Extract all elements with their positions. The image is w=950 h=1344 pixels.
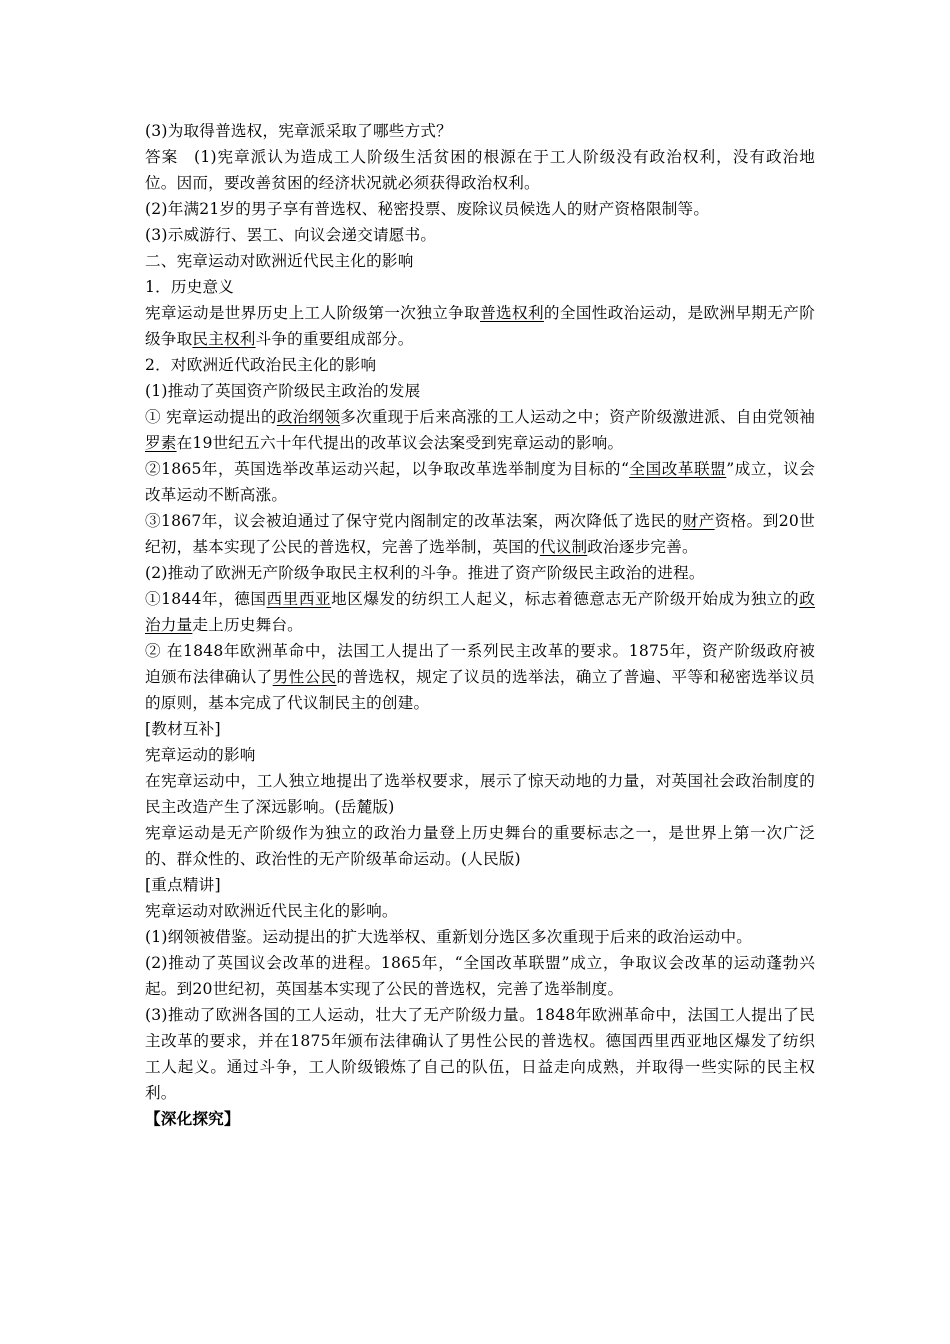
underlined-term: 西里西亚	[266, 590, 332, 608]
underlined-term: 政治纲领	[276, 408, 341, 426]
underlined-term: 民主权利	[192, 330, 256, 348]
supplement-paragraph-2: 宪章运动是无产阶级作为独立的政治力量登上历史舞台的重要标志之一，是世界上第一次广泛的、群众性的、政治性的无产阶级革命运动。(人民版)	[145, 824, 815, 868]
underlined-term: 财产	[682, 512, 715, 530]
paragraph-significance: 宪章运动是世界历史上工人阶级第一次独立争取普选权利的全国性政治运动，是欧洲早期无产阶级争取民主权利斗争的重要组成部分。	[145, 304, 815, 348]
key-point-1: (1)纲领被借鉴。运动提出的扩大选举权、重新划分选区多次重现于后来的政治运动中。	[145, 928, 753, 946]
underlined-term: 普选权利	[480, 304, 544, 322]
underlined-term: 罗素	[145, 434, 177, 452]
answer-1: 答案 (1)宪章派认为造成工人阶级生活贫困的根源在于工人阶级没有政治权利，没有政治地位。因而，要改善贫困的经济状况就必须获得政治权利。	[145, 148, 816, 192]
subheading-britain: (1)推动了英国资产阶级民主政治的发展	[145, 382, 421, 400]
item-europe-2: ② 在1848年欧洲革命中，法国工人提出了一系列民主改革的要求。1875年，资产阶级政府被迫颁布法律确认了男性公民的普选权，规定了议员的选举法，确立了普遍、平等和秘密选举议员的原则，基本完成了代议制民主的创建。	[145, 642, 815, 712]
key-point-2: (2)推动了英国议会改革的进程。1865年，“全国改革联盟”成立，争取议会改革的运动蓬勃兴起。到20世纪初，英国基本实现了公民的普选权，完善了选举制度。	[145, 954, 815, 998]
item-britain-1: ① 宪章运动提出的政治纲领多次重现于后来高涨的工人运动之中；资产阶级激进派、自由党领袖罗素在19世纪五六十年代提出的改革议会法案受到宪章运动的影响。	[145, 408, 815, 452]
tag-textbook-supplement: [教材互补]	[145, 720, 221, 738]
underlined-term: 政治力量	[145, 590, 815, 634]
tag-key-points: [重点精讲]	[145, 876, 221, 894]
answer-3: (3)示威游行、罢工、向议会递交请愿书。	[145, 226, 437, 244]
underlined-term: 代议制	[539, 538, 588, 556]
heading-influence: 2．对欧洲近代政治民主化的影响	[145, 356, 377, 374]
key-point-3: (3)推动了欧洲各国的工人运动，壮大了无产阶级力量。1848年欧洲革命中，法国工人提出了民主改革的要求，并在1875年颁布法律确认了男性公民的普选权。德国西里西亚地区爆发了纺织工人起义。通过斗争，工人阶级锻炼了自己的队伍，日益走向成熟，并取得一些实际的民主权利。	[145, 1006, 815, 1102]
supplement-title: 宪章运动的影响	[145, 746, 256, 764]
underlined-term: 男性公民	[272, 668, 337, 686]
underlined-term: 全国改革联盟	[629, 460, 727, 478]
subheading-europe: (2)推动了欧洲无产阶级争取民主权利的斗争。推进了资产阶级民主政治的进程。	[145, 564, 705, 582]
item-britain-3: ③1867年，议会被迫通过了保守党内阁制定的改革法案，两次降低了选民的财产资格。到20世纪初，基本实现了公民的普选权，完善了选举制，英国的代议制政治逐步完善。	[145, 512, 816, 556]
item-europe-1: ①1844年，德国西里西亚地区爆发的纺织工人起义，标志着德意志无产阶级开始成为独立的政治力量走上历史舞台。	[145, 590, 815, 634]
tag-deep-inquiry: 【深化探究】	[145, 1109, 240, 1128]
key-points-title: 宪章运动对欧洲近代民主化的影响。	[145, 902, 398, 920]
supplement-paragraph-1: 在宪章运动中，工人独立地提出了选举权要求，展示了惊天动地的力量，对英国社会政治制度的民主改造产生了深远影响。(岳麓版)	[145, 772, 815, 816]
answer-label: 答案	[145, 148, 179, 166]
document-page	[145, 118, 815, 1132]
question-3: (3)为取得普选权，宪章派采取了哪些方式？	[145, 122, 452, 140]
heading-historical-significance: 1．历史意义	[145, 278, 235, 296]
section-title: 二、宪章运动对欧洲近代民主化的影响	[145, 252, 414, 270]
answer-2: (2)年满21岁的男子享有普选权、秘密投票、废除议员候选人的财产资格限制等。	[145, 200, 710, 218]
item-britain-2: ②1865年，英国选举改革运动兴起，以争取改革选举制度为目标的“全国改革联盟”成立，议会改革运动不断高涨。	[145, 460, 815, 504]
